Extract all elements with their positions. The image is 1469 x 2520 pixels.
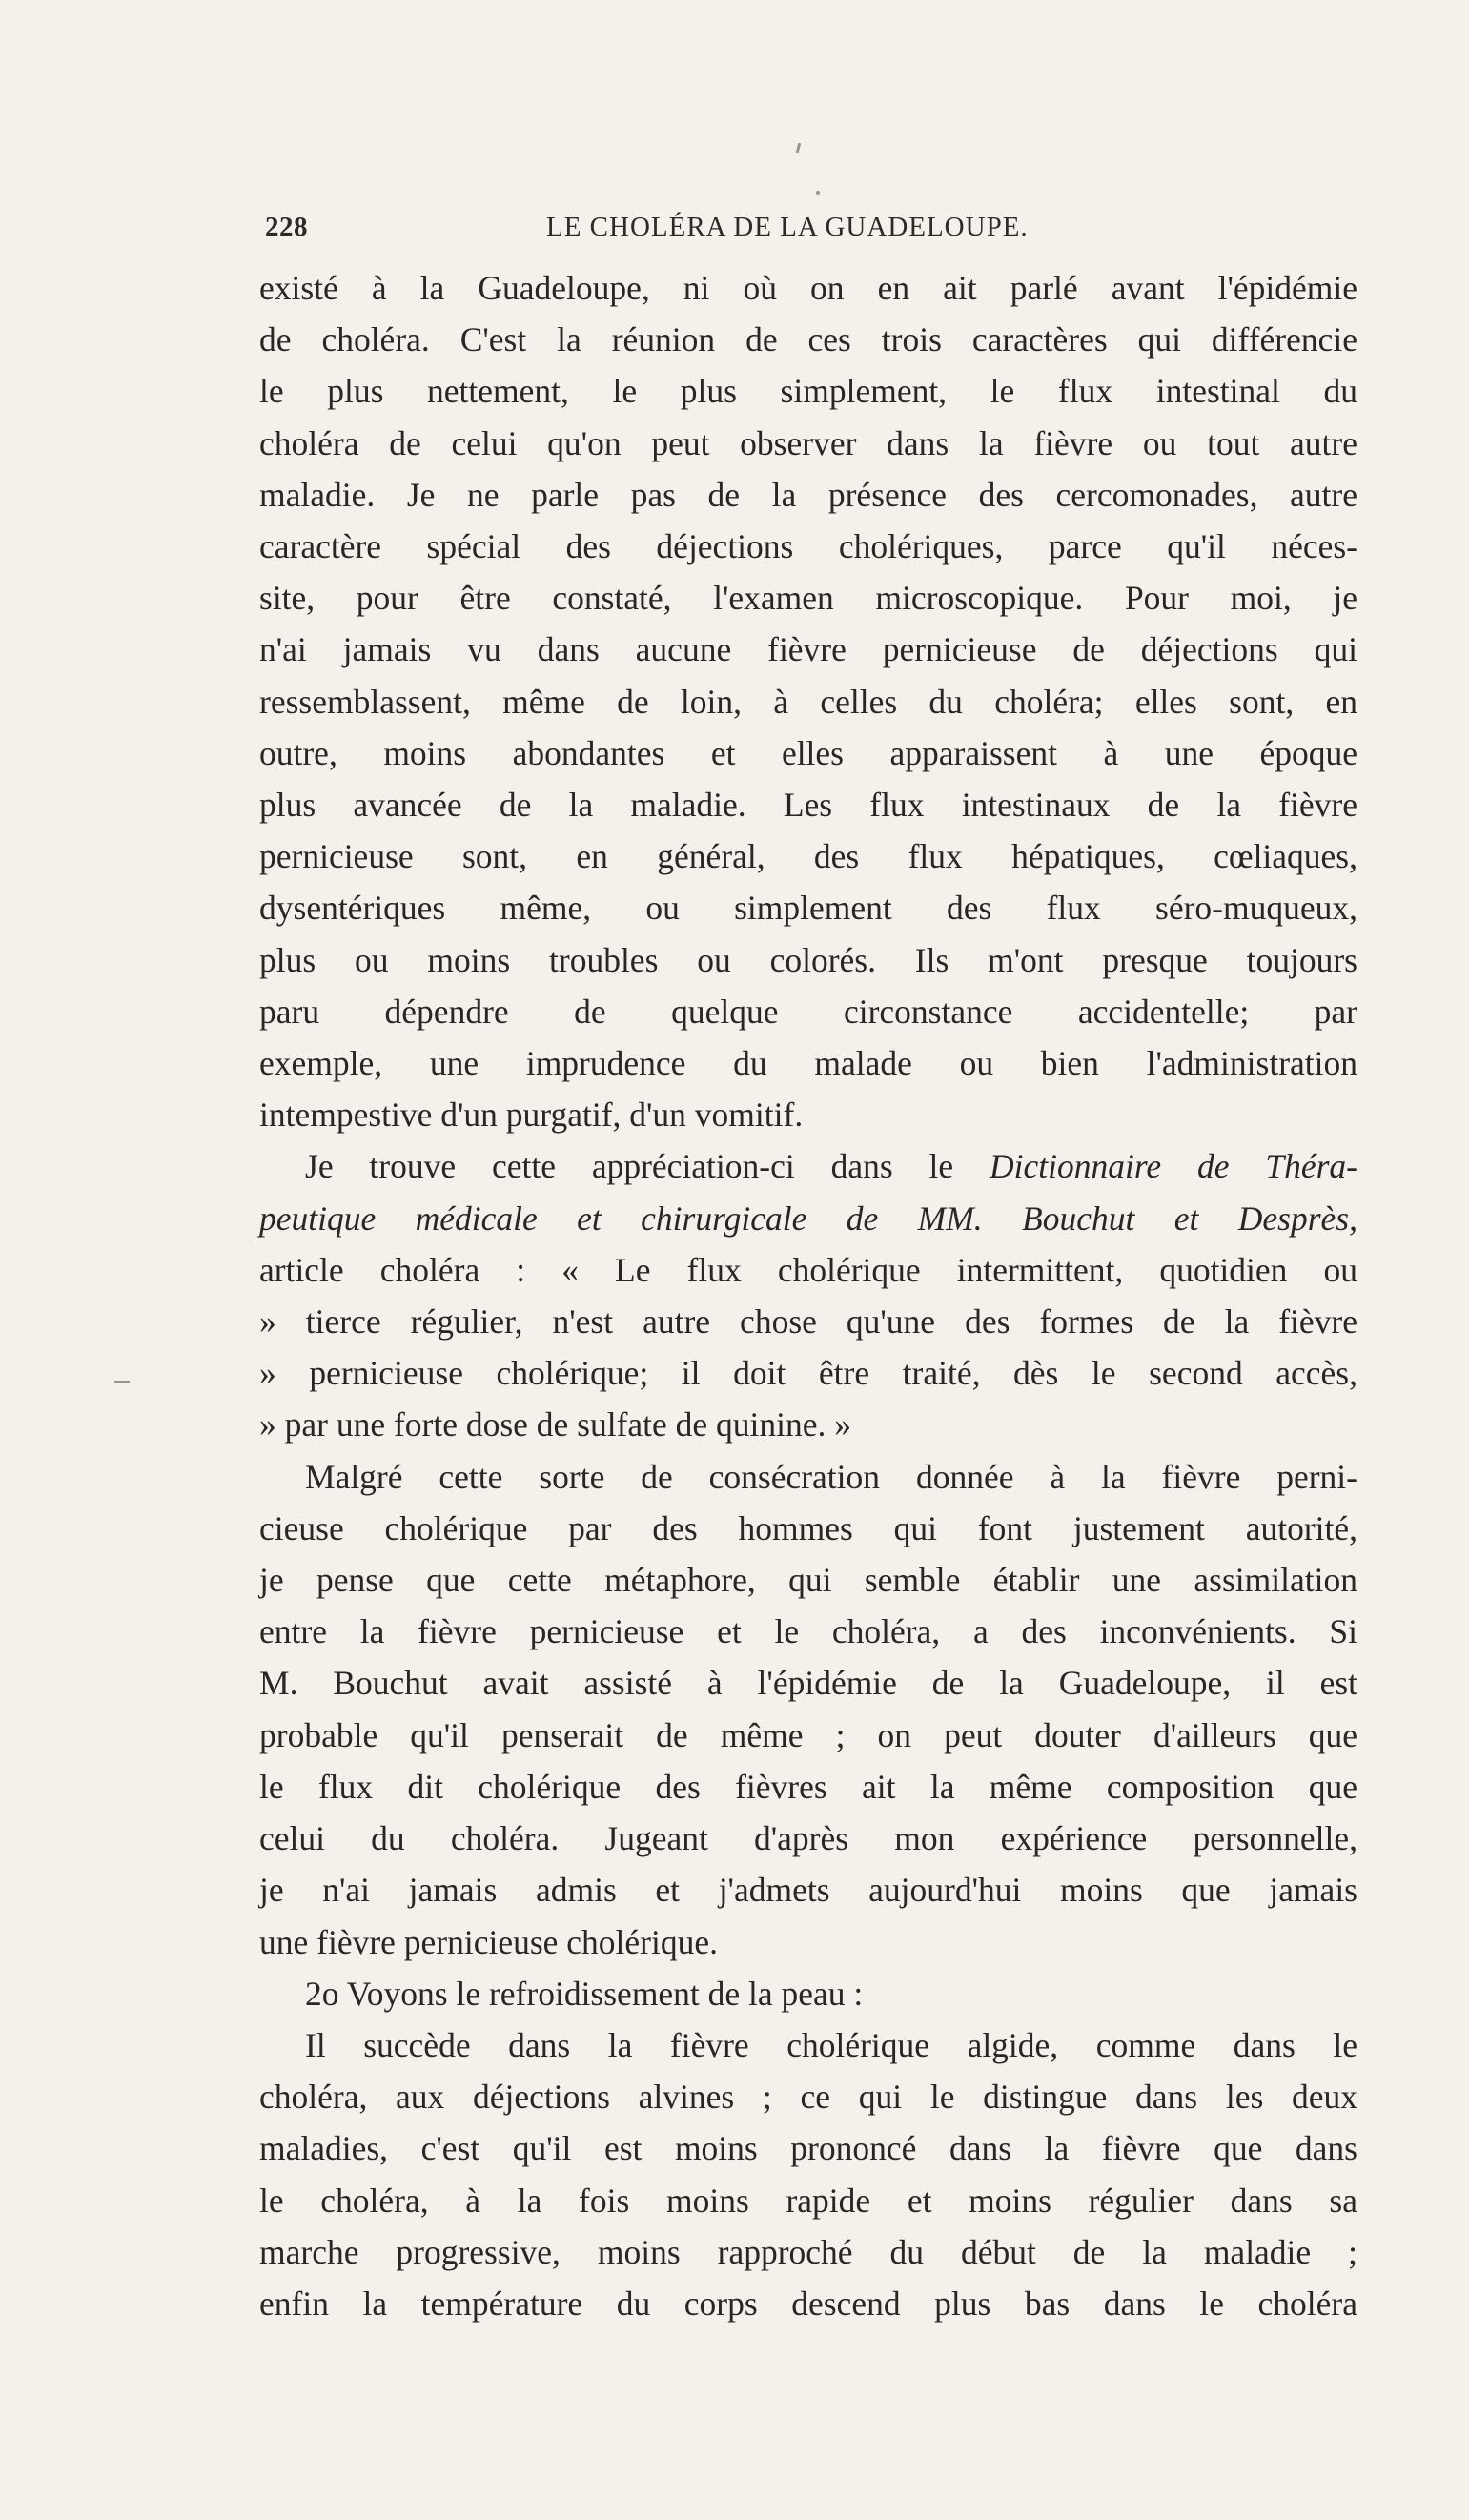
- text-line: celui du choléra. Jugeant d'après mon expérience personnelle,: [259, 1819, 1357, 1858]
- text-line: maladie. Je ne parle pas de la présence des cercomonades, autre: [259, 475, 1357, 514]
- text-line: pernicieuse sont, en général, des flux hépatiques, cœliaques,: [259, 837, 1357, 876]
- running-title: LE CHOLÉRA DE LA GUADELOUPE.: [546, 212, 1029, 242]
- text-line: de choléra. C'est la réunion de ces trois caractères qui différencie: [259, 320, 1357, 359]
- citation-line: [259, 1140, 1357, 1192]
- quote-line: » tierce régulier, n'est autre chose qu'une des formes de la fièvre: [259, 1302, 1357, 1342]
- text-line: le flux dit cholérique des fièvres ait la même composition que: [259, 1767, 1357, 1806]
- text-line: Malgré cette sorte de consécration donnée à la fièvre perni-: [305, 1457, 1357, 1496]
- text-line: M. Bouchut avait assisté à l'épidémie de la Guadeloupe, il est: [259, 1664, 1357, 1703]
- text-line: le plus nettement, le plus simplement, le flux intestinal du: [259, 372, 1357, 411]
- text-line: entre la fièvre pernicieuse et le choléra, a des inconvénients. Si: [259, 1612, 1357, 1651]
- citation-text: Je trouve cette appréciation-ci dans le: [305, 1147, 990, 1186]
- text-line: choléra de celui qu'on peut observer dans la fièvre ou tout autre: [259, 423, 1357, 462]
- text-line: une fièvre pernicieuse cholérique.: [259, 1922, 718, 1961]
- citation-title: Dictionnaire de Théra-: [990, 1147, 1357, 1186]
- page-number: 228: [265, 212, 308, 242]
- text-line: enfin la température du corps descend plus bas dans le choléra: [259, 2284, 1357, 2323]
- text-line: je n'ai jamais admis et j'admets aujourd'hui moins que jamais: [259, 1871, 1357, 1910]
- text-line: cieuse cholérique par des hommes qui font justement autorité,: [259, 1508, 1357, 1547]
- text-line: exemple, une imprudence du malade ou bien l'administration: [259, 1044, 1357, 1083]
- margin-dash: [114, 1381, 130, 1383]
- text-line: je pense que cette métaphore, qui semble établir une assimilation: [259, 1561, 1357, 1600]
- section-line: 2o Voyons le refroidissement de la peau :: [305, 1974, 864, 2013]
- text-line: n'ai jamais vu dans aucune fièvre pernicieuse de déjections qui: [259, 630, 1357, 669]
- quote-line: » par une forte dose de sulfate de quinine. »: [259, 1405, 852, 1444]
- text-line: dysentériques même, ou simplement des flux séro-muqueux,: [259, 889, 1357, 928]
- text-line: existé à la Guadeloupe, ni où on en ait parlé avant l'épidémie: [259, 269, 1357, 307]
- text-line: paru dépendre de quelque circonstance accidentelle; par: [259, 992, 1357, 1031]
- text-line: probable qu'il penserait de même ; on peut douter d'ailleurs que: [259, 1715, 1357, 1754]
- text-line: plus ou moins troubles ou colorés. Ils m'ont presque toujours: [259, 940, 1357, 979]
- text-line: Il succède dans la fièvre cholérique algide, comme dans le: [305, 2025, 1357, 2064]
- page-speck: [816, 191, 820, 195]
- text-line: marche progressive, moins rapproché du début de la maladie ;: [259, 2232, 1357, 2271]
- citation-line: peutique médicale et chirurgicale de MM. Bouchut et Desprès,: [259, 1199, 1357, 1238]
- text-line: intempestive d'un purgatif, d'un vomitif.: [259, 1096, 804, 1135]
- text-line: site, pour être constaté, l'examen microscopique. Pour moi, je: [259, 579, 1357, 618]
- text-line: choléra, aux déjections alvines ; ce qui le distingue dans les deux: [259, 2078, 1357, 2117]
- text-line: maladies, c'est qu'il est moins prononcé dans la fièvre que dans: [259, 2129, 1357, 2168]
- text-line: outre, moins abondantes et elles apparaissent à une époque: [259, 733, 1357, 772]
- text-line: caractère spécial des déjections cholériques, parce qu'il néces-: [259, 527, 1357, 566]
- body-text: [259, 262, 1357, 2329]
- page-speck: [796, 143, 801, 153]
- text-line: le choléra, à la fois moins rapide et moins régulier dans sa: [259, 2181, 1357, 2220]
- text-line: article choléra : « Le flux cholérique intermittent, quotidien ou: [259, 1250, 1357, 1289]
- text-line: plus avancée de la maladie. Les flux intestinaux de la fièvre: [259, 786, 1357, 825]
- quote-line: » pernicieuse cholérique; il doit être traité, dès le second accès,: [259, 1354, 1357, 1393]
- text-line: ressemblassent, même de loin, à celles du choléra; elles sont, en: [259, 682, 1357, 721]
